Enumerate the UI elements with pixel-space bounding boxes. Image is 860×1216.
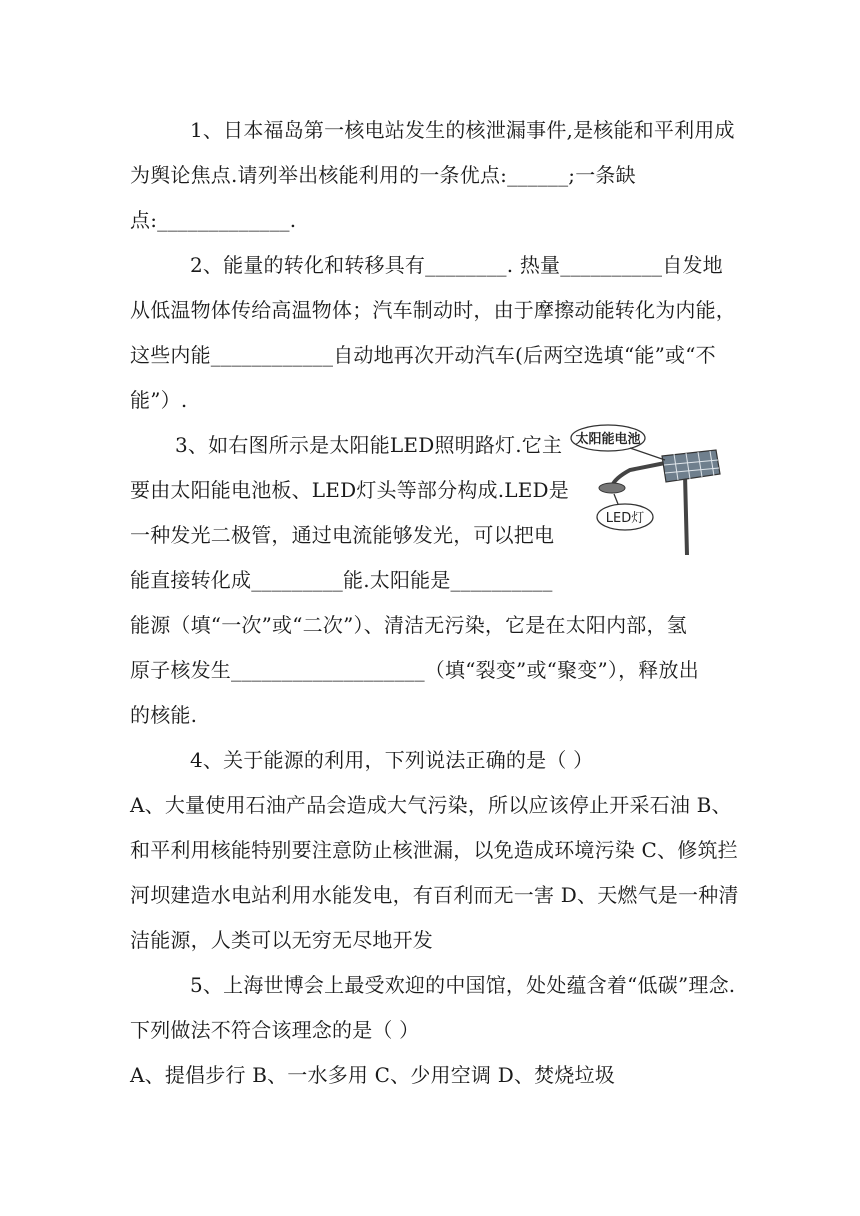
q3-line5: 能源（填“一次”或“二次”）、清洁无污染，它是在太阳内部，氢 <box>130 613 687 637</box>
q2-line4: 能”）. <box>130 388 188 412</box>
q2-line3: 这些内能____________自动地再次开动汽车(后两空选填“能”或“不 <box>130 343 716 367</box>
lamp-label: LED灯 <box>605 511 645 526</box>
q5-options: A、提倡步行 B、一水多用 C、少用空调 D、焚烧垃圾 <box>130 1063 615 1087</box>
q4-options-line3: 河坝建造水电站利用水能发电，有百利而无一害 D、天燃气是一种清 <box>130 883 739 907</box>
q2-line2: 从低温物体传给高温物体；汽车制动时，由于摩擦动能转化为内能， <box>130 298 736 322</box>
q5-stem-line2: 下列做法不符合该理念的是（ ） <box>130 1018 420 1042</box>
q3-line6: 原子核发生___________________（填“裂变”或“聚变”），释放出 <box>130 658 699 682</box>
q3-line3: 一种发光二极管，通过电流能够发光，可以把电 <box>130 523 555 547</box>
q4-stem: 4、关于能源的利用，下列说法正确的是（ ） <box>190 748 594 772</box>
q3-line4: 能直接转化成_________能.太阳能是__________ <box>130 568 553 592</box>
q1-line3: 点:_____________. <box>130 208 297 232</box>
q3-line7: 的核能. <box>130 703 198 727</box>
panel-label: 太阳能电池 <box>575 432 641 447</box>
lamp-callout <box>597 494 653 530</box>
q3-line2: 要由太阳能电池板、LED灯头等部分构成.LED是 <box>130 478 569 502</box>
q5-stem-line1: 5、上海世博会上最受欢迎的中国馆，处处蕴含着“低碳”理念. <box>190 973 736 997</box>
led-lamp-head <box>599 483 625 493</box>
solar-panel <box>662 450 720 482</box>
panel-callout <box>571 425 665 460</box>
q3-line1: 3、如右图所示是太阳能LED照明路灯.它主 <box>175 433 563 457</box>
q4-options-line1: A、大量使用石油产品会造成大气污染，所以应该停止开采石油 B、 <box>130 793 732 817</box>
q1-line1: 1、日本福岛第一核电站发生的核泄漏事件,是核能和平利用成 <box>190 118 735 142</box>
solar-street-light-figure <box>570 420 722 560</box>
q4-options-line2: 和平利用核能特别要注意防止核泄漏，以免造成环境污染 C、修筑拦 <box>130 838 738 862</box>
q2-line1: 2、能量的转化和转移具有________. 热量__________自发地 <box>190 253 723 277</box>
q1-line2: 为舆论焦点.请列举出核能利用的一条优点:______;一条缺 <box>130 163 636 187</box>
q4-options-line4: 洁能源，人类可以无穷无尽地开发 <box>130 928 433 952</box>
